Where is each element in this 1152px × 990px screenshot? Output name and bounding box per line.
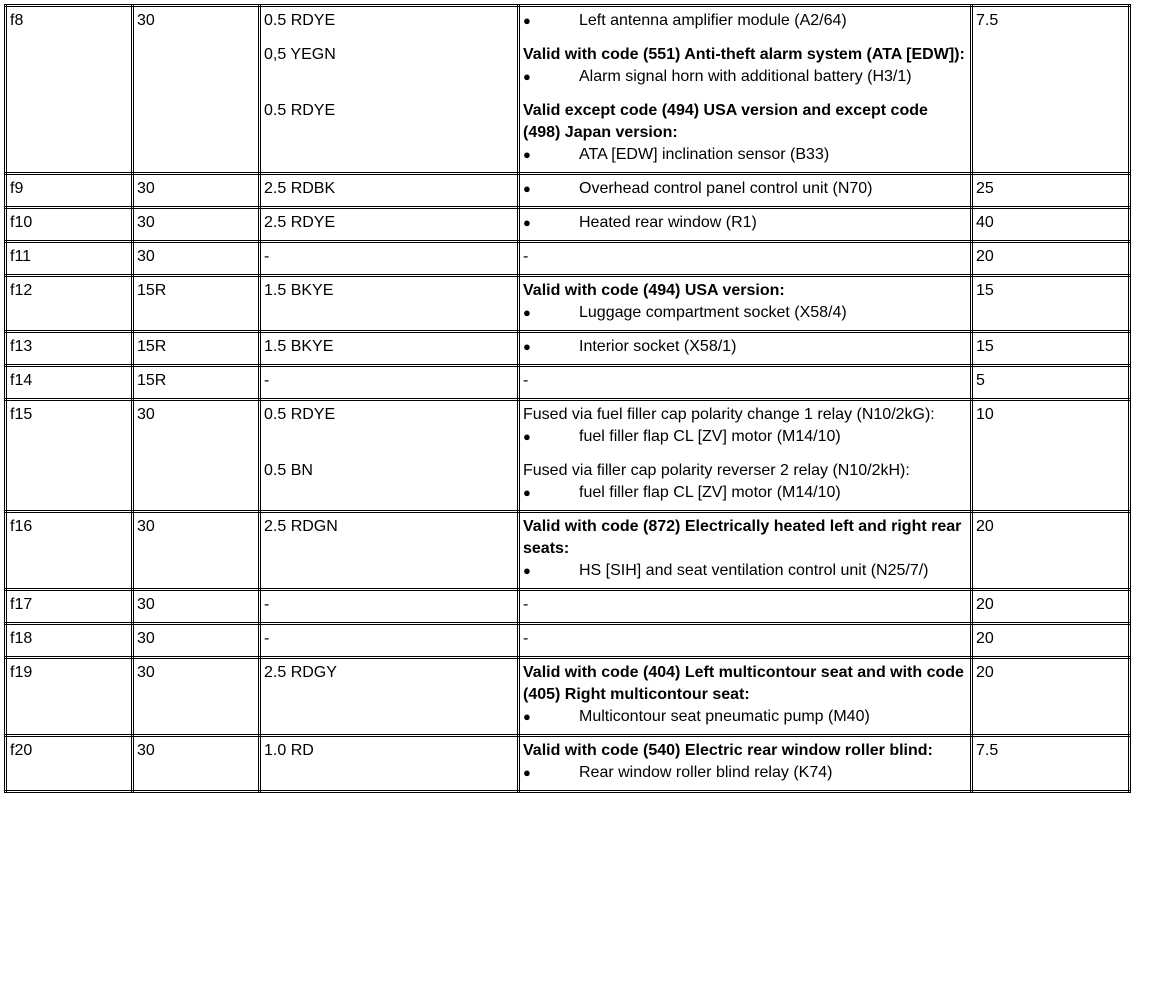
consumer-item <box>523 302 967 324</box>
bullet-icon: ● <box>523 69 531 84</box>
consumer-cell <box>519 6 972 174</box>
consumer-condition: Valid with code (494) USA version: <box>523 282 785 299</box>
consumer-item <box>523 66 967 88</box>
consumer-condition: - <box>523 372 529 389</box>
amperage-cell: 7.5 <box>972 6 1130 174</box>
wire-cell <box>260 400 519 512</box>
consumer-cell <box>519 736 972 792</box>
table-row <box>6 174 1130 208</box>
consumer-name: Multicontour seat pneumatic pump (M40) <box>579 708 870 725</box>
wire-cell <box>260 366 519 400</box>
consumer-group <box>523 516 967 582</box>
table-row <box>6 332 1130 366</box>
wire-spec: 2.5 RDYE <box>264 214 336 231</box>
amperage-cell: 20 <box>972 242 1130 276</box>
consumer-name: Left antenna amplifier module (A2/64) <box>579 12 847 29</box>
wire-spec: 2.5 RDBK <box>264 180 336 197</box>
terminal-cell: 30 <box>133 590 260 624</box>
wire-cell <box>260 174 519 208</box>
wire-cell <box>260 736 519 792</box>
consumer-cell <box>519 276 972 332</box>
amperage-cell: 20 <box>972 590 1130 624</box>
terminal-cell: 30 <box>133 658 260 736</box>
fuse-number-cell: f9 <box>6 174 133 208</box>
fuse-assignment-table <box>4 4 1131 793</box>
bullet-icon: ● <box>523 215 531 230</box>
bullet-icon: ● <box>523 13 531 28</box>
terminal-cell: 30 <box>133 624 260 658</box>
fuse-number-cell: f12 <box>6 276 133 332</box>
fuse-number-cell: f15 <box>6 400 133 512</box>
bullet-icon: ● <box>523 485 531 500</box>
consumer-name: Luggage compartment socket (X58/4) <box>579 304 847 321</box>
consumer-cell <box>519 208 972 242</box>
wire-spec: - <box>264 630 270 647</box>
table-row <box>6 242 1130 276</box>
consumer-condition: Valid with code (540) Electric rear window roller blind: <box>523 742 933 759</box>
terminal-cell: 15R <box>133 366 260 400</box>
wire-spec: 0.5 RDYE <box>264 406 336 423</box>
consumer-group <box>523 100 967 166</box>
fuse-number-cell: f20 <box>6 736 133 792</box>
wire-cell <box>260 6 519 174</box>
consumer-item <box>523 178 967 200</box>
wire-cell <box>260 512 519 590</box>
fuse-number-cell: f8 <box>6 6 133 174</box>
consumer-cell <box>519 242 972 276</box>
wire-spec: 0.5 RDYE <box>264 102 336 119</box>
consumer-cell <box>519 366 972 400</box>
table-row <box>6 658 1130 736</box>
consumer-cell <box>519 624 972 658</box>
consumer-name: Alarm signal horn with additional battery (H3/1) <box>579 68 912 85</box>
consumer-condition: - <box>523 248 529 265</box>
consumer-group <box>523 662 967 728</box>
wire-cell <box>260 590 519 624</box>
consumer-condition: - <box>523 596 529 613</box>
fuse-number-cell: f19 <box>6 658 133 736</box>
consumer-group <box>523 246 967 268</box>
consumer-name: Interior socket (X58/1) <box>579 338 737 355</box>
wire-spec: 1.5 BKYE <box>264 282 334 299</box>
amperage-cell: 5 <box>972 366 1130 400</box>
bullet-icon: ● <box>523 709 531 724</box>
terminal-cell: 30 <box>133 400 260 512</box>
terminal-cell: 30 <box>133 512 260 590</box>
fuse-number-cell: f16 <box>6 512 133 590</box>
amperage-cell: 20 <box>972 624 1130 658</box>
terminal-cell: 30 <box>133 736 260 792</box>
wire-spec: 0.5 BN <box>264 462 313 479</box>
wire-cell <box>260 276 519 332</box>
consumer-item <box>523 482 967 504</box>
consumer-cell <box>519 332 972 366</box>
fuse-number-cell: f18 <box>6 624 133 658</box>
table-row <box>6 624 1130 658</box>
wire-cell <box>260 208 519 242</box>
consumer-name: Overhead control panel control unit (N70) <box>579 180 873 197</box>
bullet-icon: ● <box>523 181 531 196</box>
amperage-cell: 20 <box>972 658 1130 736</box>
table-row <box>6 208 1130 242</box>
bullet-icon: ● <box>523 563 531 578</box>
terminal-cell: 15R <box>133 276 260 332</box>
consumer-name: Heated rear window (R1) <box>579 214 757 231</box>
table-row <box>6 400 1130 512</box>
consumer-item <box>523 706 967 728</box>
consumer-group <box>523 44 967 88</box>
wire-spec: 0.5 RDYE <box>264 12 336 29</box>
consumer-condition: Valid with code (872) Electrically heated left and right rear seats: <box>523 518 962 557</box>
consumer-item <box>523 336 967 358</box>
terminal-cell: 30 <box>133 208 260 242</box>
amperage-cell: 25 <box>972 174 1130 208</box>
amperage-cell: 15 <box>972 276 1130 332</box>
wire-spec: - <box>264 372 270 389</box>
wire-spec: - <box>264 248 270 265</box>
consumer-group <box>523 10 967 32</box>
terminal-cell: 30 <box>133 6 260 174</box>
consumer-condition: Fused via filler cap polarity reverser 2 relay (N10/2kH): <box>523 462 910 479</box>
amperage-cell: 7.5 <box>972 736 1130 792</box>
consumer-item <box>523 212 967 234</box>
bullet-icon: ● <box>523 429 531 444</box>
wire-cell <box>260 624 519 658</box>
table-row <box>6 6 1130 174</box>
consumer-item <box>523 762 967 784</box>
terminal-cell: 30 <box>133 174 260 208</box>
fuse-number-cell: f10 <box>6 208 133 242</box>
fuse-table-body <box>6 6 1130 792</box>
bullet-icon: ● <box>523 305 531 320</box>
fuse-number-cell: f11 <box>6 242 133 276</box>
consumer-condition: Valid with code (404) Left multicontour seat and with code (405) Right multicontour seat: <box>523 664 964 703</box>
consumer-condition: Fused via fuel filler cap polarity change 1 relay (N10/2kG): <box>523 406 935 423</box>
table-row <box>6 366 1130 400</box>
consumer-name: fuel filler flap CL [ZV] motor (M14/10) <box>579 484 841 501</box>
wire-spec: 2.5 RDGY <box>264 664 337 681</box>
consumer-group <box>523 336 967 358</box>
consumer-item <box>523 426 967 448</box>
table-row <box>6 590 1130 624</box>
consumer-cell <box>519 400 972 512</box>
consumer-name: Rear window roller blind relay (K74) <box>579 764 833 781</box>
amperage-cell: 10 <box>972 400 1130 512</box>
consumer-group <box>523 178 967 200</box>
consumer-name: HS [SIH] and seat ventilation control unit (N25/7/) <box>579 562 929 579</box>
consumer-condition: Valid except code (494) USA version and except code (498) Japan version: <box>523 102 928 141</box>
bullet-icon: ● <box>523 765 531 780</box>
consumer-group <box>523 404 967 448</box>
amperage-cell: 15 <box>972 332 1130 366</box>
table-row <box>6 276 1130 332</box>
terminal-cell: 30 <box>133 242 260 276</box>
terminal-cell: 15R <box>133 332 260 366</box>
consumer-group <box>523 594 967 616</box>
wire-spec: 2.5 RDGN <box>264 518 338 535</box>
fuse-number-cell: f14 <box>6 366 133 400</box>
wire-spec: 1.5 BKYE <box>264 338 334 355</box>
wire-spec: 1.0 RD <box>264 742 314 759</box>
wire-cell <box>260 658 519 736</box>
amperage-cell: 40 <box>972 208 1130 242</box>
consumer-name: ATA [EDW] inclination sensor (B33) <box>579 146 830 163</box>
consumer-cell <box>519 590 972 624</box>
consumer-item <box>523 560 967 582</box>
consumer-group <box>523 628 967 650</box>
consumer-group <box>523 212 967 234</box>
consumer-group <box>523 460 967 504</box>
fuse-number-cell: f13 <box>6 332 133 366</box>
consumer-item <box>523 144 967 166</box>
consumer-cell <box>519 174 972 208</box>
wire-cell <box>260 242 519 276</box>
consumer-item <box>523 10 967 32</box>
consumer-condition: Valid with code (551) Anti-theft alarm system (ATA [EDW]): <box>523 46 965 63</box>
wire-spec: 0,5 YEGN <box>264 46 336 63</box>
consumer-cell <box>519 512 972 590</box>
consumer-cell <box>519 658 972 736</box>
table-row <box>6 512 1130 590</box>
consumer-group <box>523 370 967 392</box>
fuse-number-cell: f17 <box>6 590 133 624</box>
consumer-group <box>523 280 967 324</box>
table-row <box>6 736 1130 792</box>
consumer-condition: - <box>523 630 529 647</box>
consumer-group <box>523 740 967 784</box>
amperage-cell: 20 <box>972 512 1130 590</box>
bullet-icon: ● <box>523 147 531 162</box>
wire-spec: - <box>264 596 270 613</box>
wire-cell <box>260 332 519 366</box>
bullet-icon: ● <box>523 339 531 354</box>
consumer-name: fuel filler flap CL [ZV] motor (M14/10) <box>579 428 841 445</box>
